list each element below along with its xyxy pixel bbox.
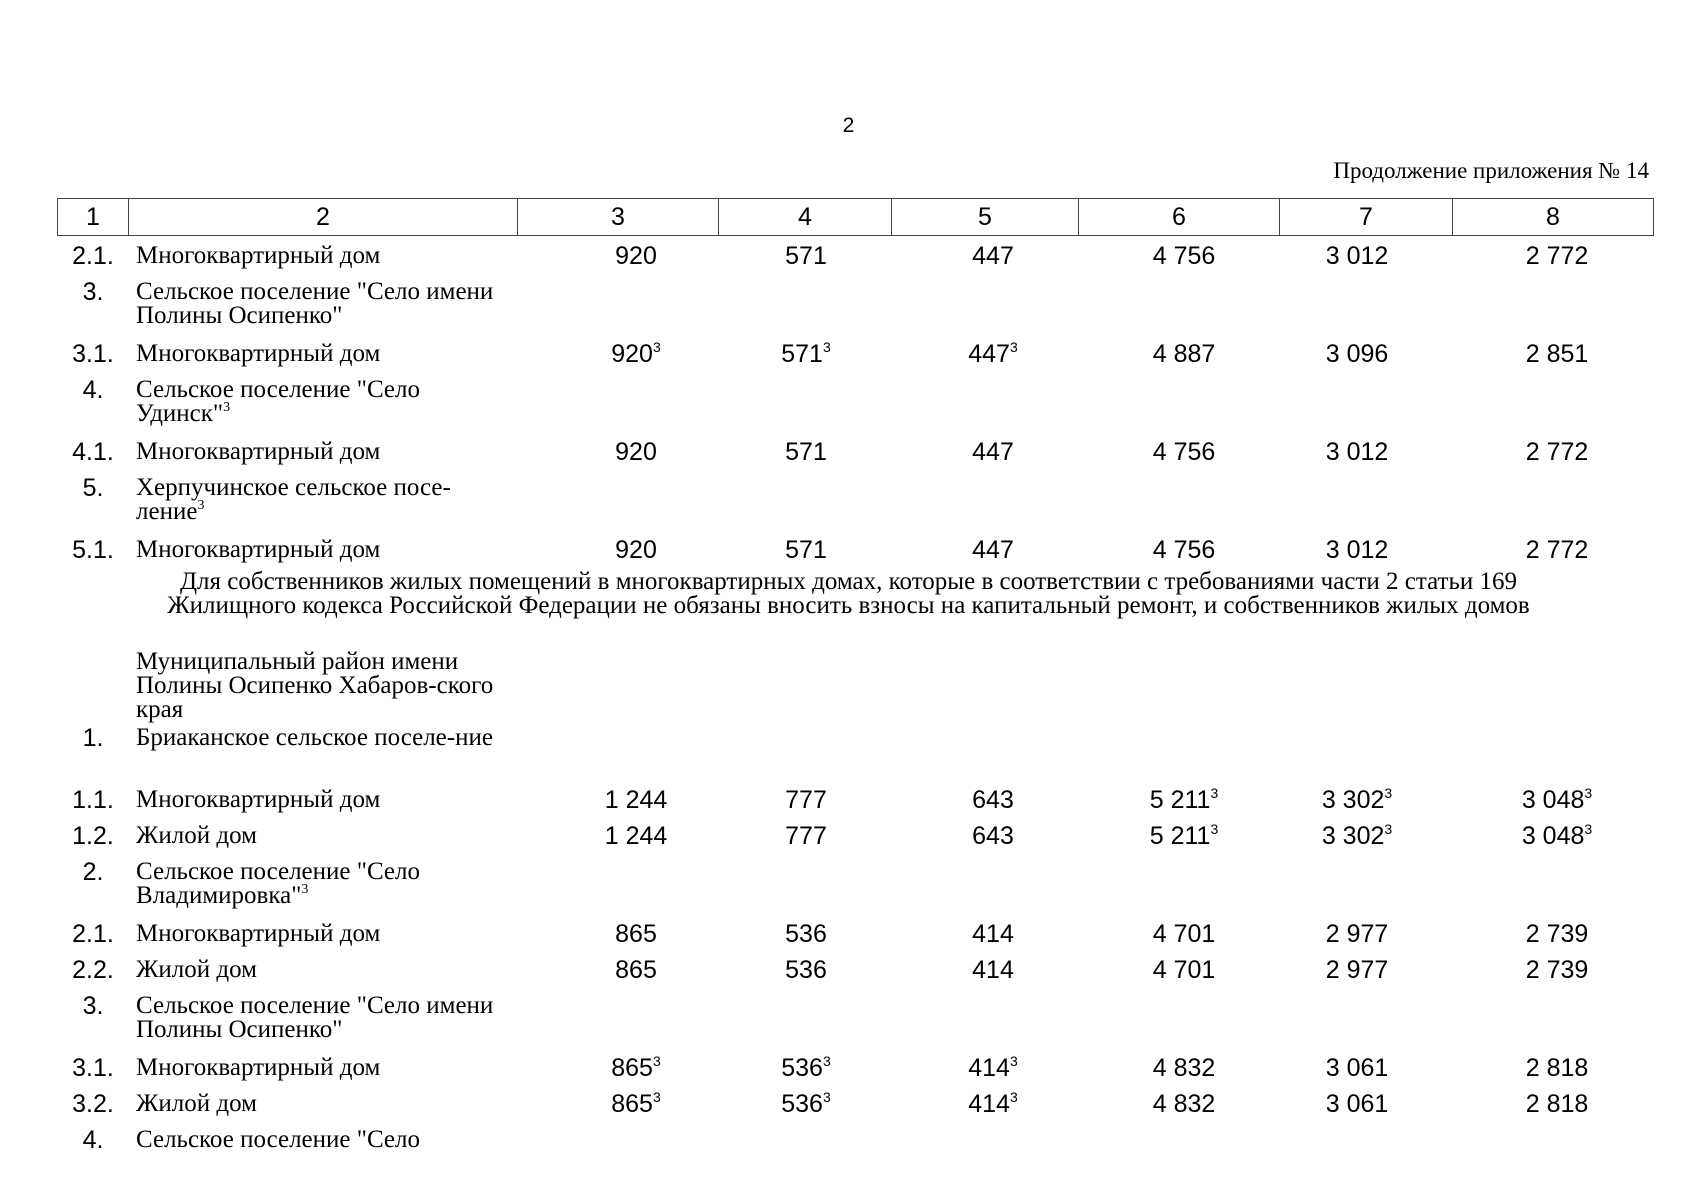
value-text: 536 bbox=[785, 920, 827, 948]
value-cell bbox=[736, 786, 876, 815]
value-cell bbox=[1287, 1090, 1427, 1119]
value-text: 643 bbox=[972, 786, 1014, 814]
footnote-mark: 3 bbox=[822, 339, 831, 355]
table-row bbox=[0, 530, 1697, 566]
footnote-mark: 3 bbox=[197, 498, 205, 513]
row-name-text: Муниципальный район имени Полины Осипенко Хабаров-ского края bbox=[136, 648, 494, 723]
row-name-text: Бриаканское сельское поселе-ние bbox=[136, 724, 493, 751]
table-group bbox=[0, 642, 1697, 1182]
value-cell bbox=[1287, 1054, 1427, 1083]
value-text: 414 bbox=[972, 920, 1014, 948]
value-cell bbox=[566, 920, 706, 949]
value-cell bbox=[1487, 956, 1627, 985]
value-cell bbox=[923, 1090, 1063, 1119]
column-header: 8 bbox=[1453, 199, 1654, 236]
value-text: 571 bbox=[785, 536, 827, 564]
value-text: 5 211 bbox=[1149, 786, 1211, 814]
footnote-mark: 3 bbox=[1009, 1053, 1018, 1069]
row-name bbox=[136, 650, 516, 722]
value-cell bbox=[1114, 822, 1254, 851]
table-row bbox=[0, 914, 1697, 950]
footnote-mark: 3 bbox=[301, 882, 309, 897]
section-heading-line: Для собственников жилых помещений в многоквартирных домах, которые в соответствии с требованиями части 2 статьи 169 bbox=[180, 568, 1517, 595]
value-cell bbox=[566, 1054, 706, 1083]
value-cell bbox=[736, 340, 876, 369]
row-name-text: Многоквартирный дом bbox=[136, 920, 381, 947]
row-name bbox=[136, 1056, 516, 1080]
table-row bbox=[0, 236, 1697, 272]
table-row bbox=[0, 852, 1697, 914]
row-number: 1.1. bbox=[72, 786, 114, 814]
value-cell bbox=[1487, 920, 1627, 949]
row-name bbox=[136, 342, 516, 366]
row-number: 3.1. bbox=[72, 1054, 114, 1082]
value-text: 4 756 bbox=[1152, 438, 1216, 466]
value-cell bbox=[1287, 438, 1427, 467]
continuation-label: Продолжение приложения № 14 bbox=[1333, 158, 1649, 183]
footnote-mark: 3 bbox=[223, 400, 231, 415]
value-cell bbox=[1287, 822, 1427, 851]
row-name-text: Сельское поселение "Село имени Полины Осипенко" bbox=[136, 992, 494, 1043]
row-name bbox=[136, 1128, 516, 1152]
value-text: 447 bbox=[972, 438, 1014, 466]
value-text: 536 bbox=[785, 956, 827, 984]
row-name bbox=[136, 538, 516, 562]
value-text: 447 bbox=[972, 242, 1014, 270]
value-text: 920 bbox=[615, 242, 657, 270]
row-name bbox=[136, 994, 516, 1042]
value-cell bbox=[923, 536, 1063, 565]
table-row bbox=[0, 816, 1697, 852]
value-text: 3 012 bbox=[1325, 242, 1389, 270]
value-text: 571 bbox=[785, 438, 827, 466]
value-text: 3 012 bbox=[1325, 438, 1389, 466]
column-header: 6 bbox=[1079, 199, 1280, 236]
value-cell bbox=[1114, 1054, 1254, 1083]
column-header-table bbox=[57, 198, 1654, 236]
value-cell bbox=[1487, 1054, 1627, 1083]
value-text: 2 772 bbox=[1525, 438, 1589, 466]
row-name-text: Сельское поселение "Село Удинск" bbox=[136, 376, 421, 427]
value-text: 3 061 bbox=[1325, 1090, 1389, 1118]
value-text: 447 bbox=[972, 536, 1014, 564]
footnote-mark: 3 bbox=[1009, 339, 1018, 355]
footnote-mark: 3 bbox=[652, 1089, 661, 1105]
section-heading bbox=[0, 566, 1697, 642]
value-cell bbox=[1287, 536, 1427, 565]
footnote-mark: 3 bbox=[822, 1053, 831, 1069]
value-text: 3 096 bbox=[1325, 340, 1389, 368]
value-text: 3 302 bbox=[1321, 822, 1385, 850]
value-text: 1 244 bbox=[604, 822, 668, 850]
value-cell bbox=[1487, 536, 1627, 565]
value-cell bbox=[923, 920, 1063, 949]
value-text: 2 739 bbox=[1525, 920, 1589, 948]
value-text: 865 bbox=[611, 1090, 653, 1118]
row-number: 3. bbox=[82, 278, 104, 306]
value-text: 3 061 bbox=[1325, 1054, 1389, 1082]
value-text: 643 bbox=[972, 822, 1014, 850]
value-cell bbox=[923, 438, 1063, 467]
row-number: 2.2. bbox=[72, 956, 114, 984]
row-number: 5.1. bbox=[72, 536, 114, 564]
value-cell bbox=[736, 1090, 876, 1119]
value-text: 5 211 bbox=[1149, 822, 1211, 850]
value-cell bbox=[1487, 786, 1627, 815]
value-cell bbox=[736, 920, 876, 949]
footnote-mark: 3 bbox=[652, 339, 661, 355]
row-name bbox=[136, 824, 516, 848]
value-text: 777 bbox=[785, 786, 827, 814]
value-text: 4 887 bbox=[1152, 340, 1216, 368]
table-row bbox=[0, 642, 1697, 723]
table-group bbox=[0, 236, 1697, 566]
value-cell bbox=[1487, 242, 1627, 271]
row-name bbox=[136, 244, 516, 268]
value-text: 865 bbox=[615, 956, 657, 984]
column-header: 1 bbox=[58, 199, 129, 236]
value-cell bbox=[1114, 786, 1254, 815]
value-text: 4 756 bbox=[1152, 242, 1216, 270]
row-name-text: Жилой дом bbox=[136, 822, 257, 849]
value-text: 571 bbox=[781, 340, 823, 368]
row-name-text: Жилой дом bbox=[136, 1090, 257, 1117]
row-name bbox=[136, 788, 516, 812]
row-number: 2.1. bbox=[72, 242, 114, 270]
value-cell bbox=[736, 956, 876, 985]
value-cell bbox=[736, 1054, 876, 1083]
footnote-mark: 3 bbox=[1210, 785, 1219, 801]
table-row bbox=[0, 718, 1697, 780]
column-header: 2 bbox=[129, 199, 518, 236]
row-number: 4. bbox=[82, 376, 104, 404]
column-header-row bbox=[58, 199, 1654, 236]
value-text: 447 bbox=[968, 340, 1010, 368]
row-number: 3.1. bbox=[72, 340, 114, 368]
table-row bbox=[0, 1048, 1697, 1084]
row-name-text: Многоквартирный дом bbox=[136, 438, 381, 465]
column-header: 5 bbox=[892, 199, 1079, 236]
value-cell bbox=[1287, 956, 1427, 985]
value-cell bbox=[1287, 340, 1427, 369]
row-number: 1.2. bbox=[72, 822, 114, 850]
value-cell bbox=[923, 340, 1063, 369]
value-cell bbox=[1114, 438, 1254, 467]
value-text: 2 772 bbox=[1525, 242, 1589, 270]
table-row bbox=[0, 432, 1697, 468]
value-text: 2 818 bbox=[1525, 1090, 1589, 1118]
value-text: 3 048 bbox=[1521, 786, 1585, 814]
row-name bbox=[136, 958, 516, 982]
footnote-mark: 3 bbox=[1584, 785, 1593, 801]
row-number: 1. bbox=[82, 724, 104, 752]
value-cell bbox=[923, 822, 1063, 851]
value-cell bbox=[923, 1054, 1063, 1083]
value-cell bbox=[736, 822, 876, 851]
page-number: 2 bbox=[842, 114, 855, 137]
row-name-text: Сельское поселение "Село bbox=[136, 1126, 421, 1153]
footnote-mark: 3 bbox=[1009, 1089, 1018, 1105]
value-text: 3 048 bbox=[1521, 822, 1585, 850]
value-cell bbox=[736, 536, 876, 565]
value-cell bbox=[1114, 956, 1254, 985]
value-text: 4 832 bbox=[1152, 1054, 1216, 1082]
value-text: 920 bbox=[615, 536, 657, 564]
value-cell bbox=[566, 1090, 706, 1119]
row-number: 2. bbox=[82, 858, 104, 886]
row-name-text: Многоквартирный дом bbox=[136, 1054, 381, 1081]
table-row bbox=[0, 780, 1697, 816]
value-text: 1 244 bbox=[604, 786, 668, 814]
value-cell bbox=[566, 956, 706, 985]
row-name bbox=[136, 280, 516, 328]
value-text: 536 bbox=[781, 1090, 823, 1118]
row-name-text: Многоквартирный дом bbox=[136, 536, 381, 563]
value-text: 2 772 bbox=[1525, 536, 1589, 564]
value-text: 2 851 bbox=[1525, 340, 1589, 368]
value-cell bbox=[1287, 786, 1427, 815]
value-text: 414 bbox=[968, 1090, 1010, 1118]
value-text: 4 756 bbox=[1152, 536, 1216, 564]
value-text: 920 bbox=[611, 340, 653, 368]
row-name bbox=[136, 378, 516, 426]
value-cell bbox=[1487, 1090, 1627, 1119]
value-cell bbox=[1114, 242, 1254, 271]
column-header: 7 bbox=[1280, 199, 1453, 236]
value-cell bbox=[923, 956, 1063, 985]
value-cell bbox=[566, 822, 706, 851]
value-cell bbox=[1487, 822, 1627, 851]
value-text: 2 977 bbox=[1325, 956, 1389, 984]
value-cell bbox=[923, 242, 1063, 271]
footnote-mark: 3 bbox=[652, 1053, 661, 1069]
row-number: 3. bbox=[82, 992, 104, 1020]
row-name bbox=[136, 476, 516, 524]
row-name bbox=[136, 922, 516, 946]
value-text: 414 bbox=[968, 1054, 1010, 1082]
value-cell bbox=[1487, 438, 1627, 467]
value-cell bbox=[736, 438, 876, 467]
value-cell bbox=[736, 242, 876, 271]
value-text: 4 701 bbox=[1152, 920, 1216, 948]
row-name-text: Жилой дом bbox=[136, 956, 257, 983]
table-row bbox=[0, 950, 1697, 986]
value-cell bbox=[566, 340, 706, 369]
value-text: 865 bbox=[611, 1054, 653, 1082]
row-name-text: Многоквартирный дом bbox=[136, 340, 381, 367]
footnote-mark: 3 bbox=[822, 1089, 831, 1105]
value-cell bbox=[1114, 340, 1254, 369]
value-text: 4 832 bbox=[1152, 1090, 1216, 1118]
row-name-text: Херпучинское сельское посе-ление bbox=[136, 474, 451, 525]
table-row bbox=[0, 468, 1697, 530]
value-text: 2 739 bbox=[1525, 956, 1589, 984]
table-body bbox=[0, 236, 1697, 1182]
table-row bbox=[0, 334, 1697, 370]
value-cell bbox=[1487, 340, 1627, 369]
value-cell bbox=[1287, 242, 1427, 271]
row-name-text: Сельское поселение "Село Владимировка" bbox=[136, 858, 421, 909]
value-text: 3 012 bbox=[1325, 536, 1389, 564]
row-name bbox=[136, 726, 516, 750]
value-cell bbox=[1114, 920, 1254, 949]
value-cell bbox=[566, 536, 706, 565]
value-text: 536 bbox=[781, 1054, 823, 1082]
table-row bbox=[0, 1120, 1697, 1182]
value-text: 865 bbox=[615, 920, 657, 948]
row-name bbox=[136, 1092, 516, 1116]
row-number: 5. bbox=[82, 474, 104, 502]
value-text: 920 bbox=[615, 438, 657, 466]
table-row bbox=[0, 272, 1697, 334]
row-name-text: Многоквартирный дом bbox=[136, 786, 381, 813]
value-text: 414 bbox=[972, 956, 1014, 984]
row-name bbox=[136, 860, 516, 908]
value-cell bbox=[1114, 536, 1254, 565]
footnote-mark: 3 bbox=[1210, 821, 1219, 837]
table-row bbox=[0, 370, 1697, 432]
value-cell bbox=[566, 786, 706, 815]
value-cell bbox=[566, 438, 706, 467]
column-header: 3 bbox=[518, 199, 719, 236]
value-cell bbox=[566, 242, 706, 271]
table-row bbox=[0, 1084, 1697, 1120]
row-number: 2.1. bbox=[72, 920, 114, 948]
row-number: 4. bbox=[82, 1126, 104, 1154]
table-row bbox=[0, 986, 1697, 1048]
row-number: 4.1. bbox=[72, 438, 114, 466]
footnote-mark: 3 bbox=[1584, 821, 1593, 837]
value-text: 4 701 bbox=[1152, 956, 1216, 984]
value-cell bbox=[1114, 1090, 1254, 1119]
value-text: 2 977 bbox=[1325, 920, 1389, 948]
row-name-text: Сельское поселение "Село имени Полины Осипенко" bbox=[136, 278, 494, 329]
column-header: 4 bbox=[719, 199, 892, 236]
value-text: 3 302 bbox=[1321, 786, 1385, 814]
row-number: 3.2. bbox=[72, 1090, 114, 1118]
value-text: 571 bbox=[785, 242, 827, 270]
footnote-mark: 3 bbox=[1384, 821, 1393, 837]
value-text: 2 818 bbox=[1525, 1054, 1589, 1082]
row-name-text: Многоквартирный дом bbox=[136, 242, 381, 269]
row-name bbox=[136, 440, 516, 464]
value-cell bbox=[923, 786, 1063, 815]
value-cell bbox=[1287, 920, 1427, 949]
value-text: 777 bbox=[785, 822, 827, 850]
section-heading-line: Жилищного кодекса Российской Федерации не обязаны вносить взносы на капитальный ремонт, и собственников жилых домов bbox=[167, 592, 1530, 619]
footnote-mark: 3 bbox=[1384, 785, 1393, 801]
